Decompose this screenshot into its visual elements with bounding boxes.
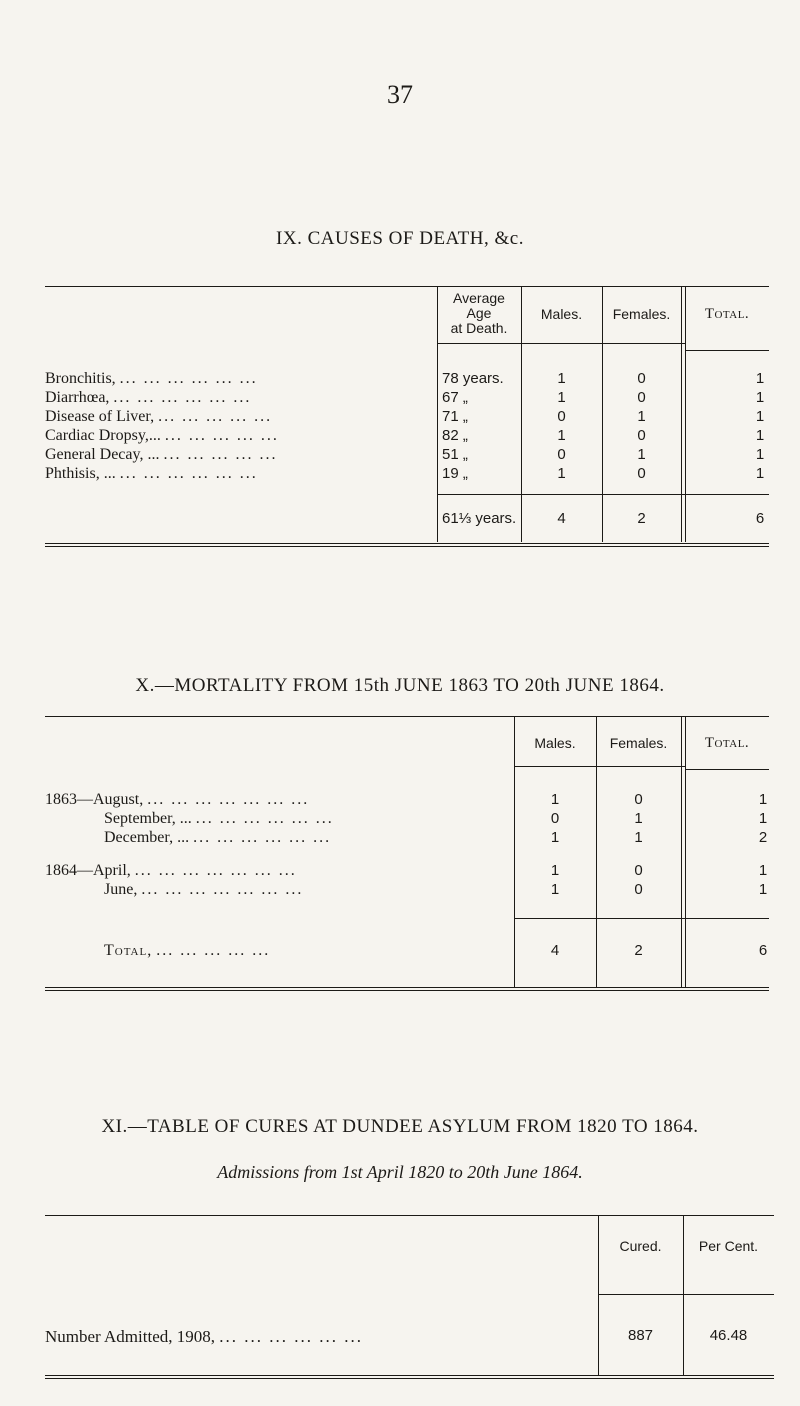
header-total: Total. xyxy=(704,306,750,322)
section-xi-title: XI.—TABLE OF CURES AT DUNDEE ASYLUM FROM 1820 TO 1864. xyxy=(101,1116,699,1137)
header-total: Total. xyxy=(704,735,750,751)
header-females: Females. xyxy=(612,306,671,322)
section-x-title: X.—MORTALITY FROM 15th JUNE 1863 TO 20th JUNE 1864. xyxy=(135,675,665,696)
header-males: Males. xyxy=(534,735,576,751)
page-number: 37 xyxy=(387,80,413,109)
header-females: Females. xyxy=(609,735,668,751)
header-per-cent: Per Cent. xyxy=(698,1238,759,1254)
section-xi-subtitle: Admissions from 1st April 1820 to 20th June 1864. xyxy=(217,1162,583,1182)
header-cured: Cured. xyxy=(619,1238,662,1254)
header-males: Males. xyxy=(540,306,583,322)
header-average-age: Average Age at Death. xyxy=(450,290,508,336)
section-ix-title: IX. CAUSES OF DEATH, &c. xyxy=(276,228,524,249)
